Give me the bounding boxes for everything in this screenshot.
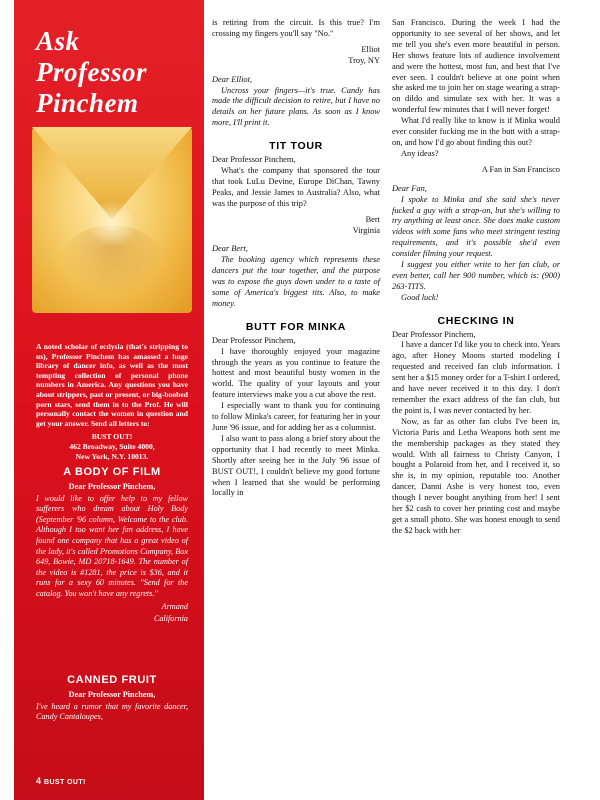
column-intro-text: A noted scholar of ecdysia (that's stripping to us), Professor Pinchem has amassed a huge library of dancer info, as well as the most tempting collection of personal phone numbers in America. Any questions you have about strippers, past or present, or big-boobed porn stars, send them in to the Prof. He will personally contact the women in question and get your answer. Send all letters to: <box>36 342 188 428</box>
letter-salutation: Dear Professor Pinchem, <box>212 335 296 345</box>
text-column-2 <box>212 18 380 499</box>
letter-signature-name: Elliot <box>361 44 380 54</box>
section-title-tit-tour: TIT TOUR <box>269 140 323 153</box>
reply-body: The booking agency which represents these dancers put the tour together, and the purpose was to expose the guys down under to a taste of some of America's biggest tits. Also, to make money. <box>212 255 380 308</box>
mailing-address <box>36 432 188 462</box>
letter-signature-location: Troy, NY <box>348 55 380 65</box>
masthead <box>14 0 204 119</box>
page-folio <box>36 776 86 786</box>
letter-paragraph-2: I especially want to thank you for continuing to follow Minka's career, for featuring her in your June '96 issue, and for adding her as a columnist. <box>212 401 380 432</box>
article-body: I would like to offer help to my fellow sufferers who dream about Holy Body (September '96 column, Welcome to the club. Although I too want her fan address, I have found one company that has a great video of the lady, it's called Promotions Company, Box 649, Bowie, MD 20718-1649. The number of the video is #1281, the price is $36, and it runs for a sexy 60 minutes. "Send for the catalog. You won't have any regrets." <box>36 493 188 598</box>
article-title: A BODY OF FILM <box>63 466 161 478</box>
address-line-1: BUST OUT! <box>91 432 133 441</box>
article-signature-name: Armand <box>161 601 188 611</box>
letter-paragraph-2: Now, as far as other fan clubs I've been in, Victoria Paris and Letha Weapons both sent me the membership packages as they stated they would. With all fairness to Christy Canyon, I bought a Polaroid from her, and I received it, so she is, in my opinion, reputable too. Another dancer, Danni Ashe is very honest too, even though I never bought anything from her! I sent her $2 cash to cover her printing cost and maybe get a small photo. She was honest enough to send the $2 back with her <box>392 416 560 535</box>
article-body: I've heard a rumor that my favorite dancer, Candy Cantaloupes, <box>36 701 188 722</box>
letter-salutation: Dear Professor Pinchem, <box>392 329 476 339</box>
article-signature-location: California <box>153 614 188 624</box>
letter-paragraph-1: I have a dancer I'd like you to check into. Years ago, after Honey Moons started modeling I requested and received fan club information. I sent her a $15 money order for a T-shirt I ordered, and have never received it to this day. I don't remember the exact address of the fan club, but the point is, I was never contacted by her. <box>392 340 560 415</box>
letter-body: What's the company that sponsored the tour that took LuLu Devine, Europe DiChan, Tawny Peaks, and Jessie James to Australia? Also, what was the purpose of this trip? <box>212 165 380 208</box>
article-title: CANNED FRUIT <box>67 674 157 686</box>
letter-paragraph-1: I have thoroughly enjoyed your magazine through the years as you continue to feature the hottest and most beautiful busty women in the world. The quality of your layouts and your feature interviews make you a cut above the rest. <box>212 346 380 400</box>
reply-salutation: Dear Elliot, <box>212 74 253 84</box>
section-title-butt-for-minka: BUTT FOR MINKA <box>245 320 347 333</box>
reply-body: Uncross your fingers—it's true. Candy has made the difficult decision to retire, but I have no details on her future plans. As soon as I know more, I'll print it. <box>212 85 380 128</box>
letter-signature: A Fan in San Francisco <box>481 164 560 174</box>
reply-salutation: Dear Bert, <box>212 244 248 254</box>
letter-signature-location: Virginia <box>352 225 380 235</box>
letter-paragraph-1: San Francisco. During the week I had the opportunity to see several of her shows, and let me tell you she's even more beautiful in person. Her shows feature lots of audience involvement and were the hottest, most fun, and best that I've ever seen. I couldn't believe at one point when she asked me to join her on stage wearing a strap-on dildo and simulate sex with her. It was a wonderful few minutes that I will never forget! <box>392 18 560 115</box>
masthead-line-3: Pinchem <box>36 88 139 118</box>
section-title-checking-in: CHECKING IN <box>437 314 515 327</box>
letter-paragraph-2: What I'd really like to know is if Minka would ever consider fucking me in the butt with a strap-on, and how I'd go about finding this out? <box>392 116 560 147</box>
text-column-3 <box>392 18 560 537</box>
address-line-2: 462 Broadway, Suite 4000, <box>69 442 155 451</box>
article-salutation: Dear Professor Pinchem, <box>68 482 156 491</box>
reply-paragraph-1: I spoke to Minka and she said she's never fucked a guy with a strap-on, but she's willing to try anything at least once. She does make custom videos with some fans who meet stringent testing requirements, and it's possible she'd even consider filming your request. <box>392 194 560 259</box>
envelope-illustration <box>32 105 192 330</box>
article-salutation: Dear Professor Pinchem, <box>68 690 156 699</box>
reply-paragraph-2: I suggest you either write to her fan club, or even better, call her 900 number, which is: (900) 263-TITS. <box>392 260 560 291</box>
article-a-body-of-film <box>36 466 188 625</box>
left-red-column <box>14 0 204 800</box>
masthead-line-2: Professor <box>36 57 147 87</box>
article-canned-fruit <box>36 674 188 723</box>
letter-continuation: is retiring from the circuit. Is this true? I'm crossing my fingers you'll say "No." <box>212 18 380 38</box>
page-number: 4 <box>36 776 42 786</box>
letter-paragraph-3: Any ideas? <box>401 148 439 158</box>
masthead-line-1: Ask <box>36 26 80 56</box>
letter-paragraph-3: I also want to pass along a brief story about the opportunity that I had recently to meet Minka. Shortly after seeing her in the July '96 issue of BUST OUT!, I couldn't believe my good fortune when I learned that she would be performing locally in <box>212 433 380 498</box>
letter-salutation: Dear Professor Pinchem, <box>212 155 296 165</box>
letter-signature-name: Bert <box>365 214 380 224</box>
magazine-name: BUST OUT! <box>44 779 86 786</box>
address-line-3: New York, N.Y. 10013. <box>75 452 149 461</box>
reply-salutation: Dear Fan, <box>392 183 427 193</box>
envelope-crease <box>87 201 137 247</box>
reply-paragraph-3: Good luck! <box>401 292 439 302</box>
